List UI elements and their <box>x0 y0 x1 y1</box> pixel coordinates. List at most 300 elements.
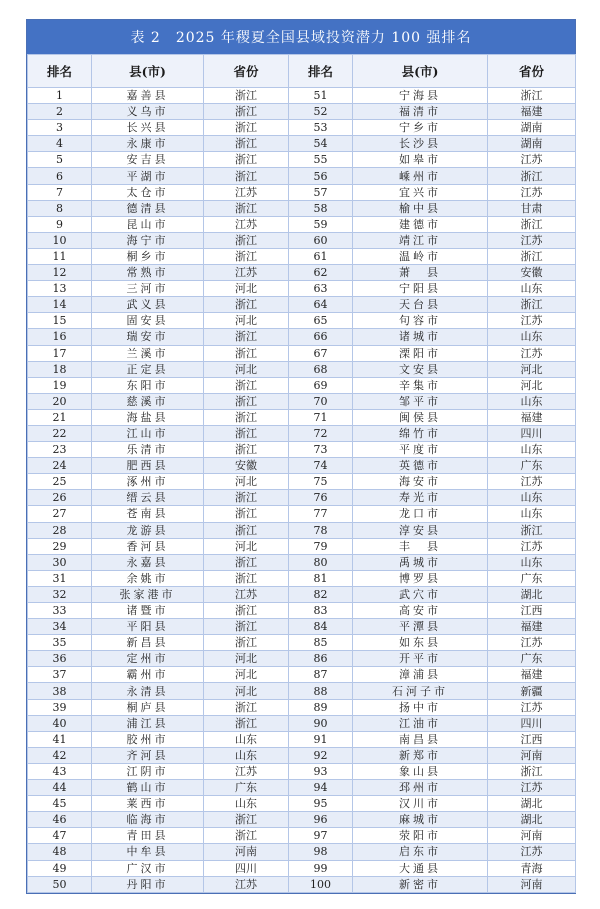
table-row <box>28 313 576 329</box>
rank-cell: 68 <box>289 361 353 377</box>
table-row <box>28 635 576 651</box>
rank-cell: 46 <box>28 812 92 828</box>
county-cell: 长兴县 <box>92 120 204 136</box>
county-cell: 海安市 <box>353 474 488 490</box>
province-cell: 江苏 <box>488 152 576 168</box>
province-cell: 广东 <box>488 651 576 667</box>
county-cell: 麻城市 <box>353 812 488 828</box>
rank-cell: 12 <box>28 265 92 281</box>
county-cell: 正定县 <box>92 361 204 377</box>
rank-cell: 43 <box>28 763 92 779</box>
rank-cell: 35 <box>28 635 92 651</box>
province-cell: 河北 <box>204 651 289 667</box>
county-cell: 海宁市 <box>92 232 204 248</box>
province-cell: 新疆 <box>488 683 576 699</box>
table-row <box>28 345 576 361</box>
rank-cell: 1 <box>28 88 92 104</box>
rank-cell: 61 <box>289 248 353 264</box>
header-province-right: 省份 <box>488 55 576 88</box>
rank-cell: 100 <box>289 876 353 892</box>
rank-cell: 64 <box>289 297 353 313</box>
province-cell: 河北 <box>488 361 576 377</box>
county-cell: 兰溪市 <box>92 345 204 361</box>
province-cell: 浙江 <box>204 232 289 248</box>
rank-cell: 27 <box>28 506 92 522</box>
rank-cell: 67 <box>289 345 353 361</box>
county-cell: 新昌县 <box>92 635 204 651</box>
county-cell: 博罗县 <box>353 570 488 586</box>
county-cell: 如皋市 <box>353 152 488 168</box>
rank-cell: 32 <box>28 586 92 602</box>
table-row <box>28 699 576 715</box>
table-row <box>28 715 576 731</box>
province-cell: 江苏 <box>488 538 576 554</box>
rank-cell: 44 <box>28 780 92 796</box>
rank-cell: 5 <box>28 152 92 168</box>
county-cell: 三河市 <box>92 281 204 297</box>
rank-cell: 65 <box>289 313 353 329</box>
ranking-table-container <box>26 19 576 894</box>
county-cell: 长沙县 <box>353 136 488 152</box>
province-cell: 浙江 <box>204 699 289 715</box>
county-cell: 鹤山市 <box>92 780 204 796</box>
county-cell: 桐庐县 <box>92 699 204 715</box>
county-cell: 丰 县 <box>353 538 488 554</box>
rank-cell: 8 <box>28 200 92 216</box>
province-cell: 河北 <box>204 313 289 329</box>
rank-cell: 45 <box>28 796 92 812</box>
rank-cell: 99 <box>289 860 353 876</box>
rank-cell: 24 <box>28 458 92 474</box>
county-cell: 寿光市 <box>353 490 488 506</box>
county-cell: 荥阳市 <box>353 828 488 844</box>
county-cell: 新郑市 <box>353 747 488 763</box>
county-cell: 闽侯县 <box>353 409 488 425</box>
county-cell: 宜兴市 <box>353 184 488 200</box>
province-cell: 湖南 <box>488 136 576 152</box>
county-cell: 瑞安市 <box>92 329 204 345</box>
rank-cell: 10 <box>28 232 92 248</box>
province-cell: 山东 <box>488 281 576 297</box>
table-row <box>28 554 576 570</box>
province-cell: 浙江 <box>488 88 576 104</box>
rank-cell: 18 <box>28 361 92 377</box>
province-cell: 江苏 <box>488 345 576 361</box>
rank-cell: 97 <box>289 828 353 844</box>
table-row <box>28 796 576 812</box>
county-cell: 昆山市 <box>92 216 204 232</box>
county-cell: 江阴市 <box>92 763 204 779</box>
county-cell: 东阳市 <box>92 377 204 393</box>
table-row <box>28 538 576 554</box>
rank-cell: 40 <box>28 715 92 731</box>
province-cell: 山东 <box>488 329 576 345</box>
province-cell: 山东 <box>204 796 289 812</box>
province-cell: 福建 <box>488 667 576 683</box>
rank-cell: 63 <box>289 281 353 297</box>
province-cell: 浙江 <box>204 442 289 458</box>
province-cell: 江苏 <box>488 232 576 248</box>
province-cell: 福建 <box>488 409 576 425</box>
province-cell: 河南 <box>204 844 289 860</box>
province-cell: 四川 <box>488 715 576 731</box>
county-cell: 定州市 <box>92 651 204 667</box>
county-cell: 象山县 <box>353 763 488 779</box>
table-row <box>28 667 576 683</box>
province-cell: 山东 <box>488 554 576 570</box>
table-row <box>28 683 576 699</box>
rank-cell: 80 <box>289 554 353 570</box>
rank-cell: 76 <box>289 490 353 506</box>
table-row <box>28 248 576 264</box>
rank-cell: 21 <box>28 409 92 425</box>
rank-cell: 49 <box>28 860 92 876</box>
province-cell: 江苏 <box>488 844 576 860</box>
table-row <box>28 570 576 586</box>
rank-cell: 19 <box>28 377 92 393</box>
province-cell: 浙江 <box>204 345 289 361</box>
header-rank-left: 排名 <box>28 55 92 88</box>
rank-cell: 29 <box>28 538 92 554</box>
province-cell: 浙江 <box>204 490 289 506</box>
province-cell: 浙江 <box>204 120 289 136</box>
county-cell: 临海市 <box>92 812 204 828</box>
table-row <box>28 200 576 216</box>
county-cell: 淳安县 <box>353 522 488 538</box>
province-cell: 甘肃 <box>488 200 576 216</box>
county-cell: 南昌县 <box>353 731 488 747</box>
rank-cell: 90 <box>289 715 353 731</box>
rank-cell: 62 <box>289 265 353 281</box>
county-cell: 丹阳市 <box>92 876 204 892</box>
rank-cell: 66 <box>289 329 353 345</box>
province-cell: 浙江 <box>204 425 289 441</box>
rank-cell: 81 <box>289 570 353 586</box>
table-title: 表 2 2025 年稷夏全国县域投资潜力 100 强排名 <box>27 20 575 54</box>
county-cell: 开平市 <box>353 651 488 667</box>
table-row <box>28 812 576 828</box>
province-cell: 山东 <box>488 393 576 409</box>
province-cell: 河北 <box>204 683 289 699</box>
province-cell: 山东 <box>204 747 289 763</box>
county-cell: 德清县 <box>92 200 204 216</box>
rank-cell: 58 <box>289 200 353 216</box>
county-cell: 平潭县 <box>353 619 488 635</box>
rank-cell: 54 <box>289 136 353 152</box>
table-row <box>28 828 576 844</box>
province-cell: 浙江 <box>204 506 289 522</box>
province-cell: 浙江 <box>488 248 576 264</box>
county-cell: 句容市 <box>353 313 488 329</box>
province-cell: 河北 <box>204 281 289 297</box>
province-cell: 浙江 <box>204 136 289 152</box>
county-cell: 启东市 <box>353 844 488 860</box>
header-row <box>28 55 576 88</box>
county-cell: 平阳县 <box>92 619 204 635</box>
county-cell: 高安市 <box>353 603 488 619</box>
province-cell: 浙江 <box>204 88 289 104</box>
county-cell: 广汉市 <box>92 860 204 876</box>
county-cell: 胶州市 <box>92 731 204 747</box>
rank-cell: 70 <box>289 393 353 409</box>
rank-cell: 55 <box>289 152 353 168</box>
rank-cell: 2 <box>28 104 92 120</box>
rank-cell: 16 <box>28 329 92 345</box>
table-row <box>28 651 576 667</box>
county-cell: 龙口市 <box>353 506 488 522</box>
county-cell: 江油市 <box>353 715 488 731</box>
county-cell: 涿州市 <box>92 474 204 490</box>
county-cell: 绵竹市 <box>353 425 488 441</box>
rank-cell: 14 <box>28 297 92 313</box>
county-cell: 嵊州市 <box>353 168 488 184</box>
table-row <box>28 731 576 747</box>
province-cell: 四川 <box>204 860 289 876</box>
table-row <box>28 281 576 297</box>
province-cell: 河北 <box>204 474 289 490</box>
county-cell: 霸州市 <box>92 667 204 683</box>
province-cell: 浙江 <box>204 554 289 570</box>
province-cell: 江苏 <box>488 635 576 651</box>
county-cell: 扬中市 <box>353 699 488 715</box>
rank-cell: 87 <box>289 667 353 683</box>
province-cell: 浙江 <box>204 828 289 844</box>
county-cell: 乐清市 <box>92 442 204 458</box>
county-cell: 齐河县 <box>92 747 204 763</box>
rank-cell: 86 <box>289 651 353 667</box>
province-cell: 浙江 <box>488 763 576 779</box>
table-row <box>28 168 576 184</box>
rank-cell: 94 <box>289 780 353 796</box>
province-cell: 浙江 <box>204 152 289 168</box>
rank-cell: 73 <box>289 442 353 458</box>
table-row <box>28 780 576 796</box>
rank-cell: 25 <box>28 474 92 490</box>
province-cell: 福建 <box>488 104 576 120</box>
county-cell: 辛集市 <box>353 377 488 393</box>
county-cell: 永清县 <box>92 683 204 699</box>
table-row <box>28 506 576 522</box>
county-cell: 浦江县 <box>92 715 204 731</box>
table-body <box>28 88 576 893</box>
province-cell: 江西 <box>488 603 576 619</box>
rank-cell: 53 <box>289 120 353 136</box>
county-cell: 平湖市 <box>92 168 204 184</box>
province-cell: 江西 <box>488 731 576 747</box>
county-cell: 靖江市 <box>353 232 488 248</box>
county-cell: 英德市 <box>353 458 488 474</box>
province-cell: 浙江 <box>488 216 576 232</box>
county-cell: 张家港市 <box>92 586 204 602</box>
table-row <box>28 361 576 377</box>
province-cell: 广东 <box>204 780 289 796</box>
county-cell: 宁乡市 <box>353 120 488 136</box>
rank-cell: 52 <box>289 104 353 120</box>
county-cell: 如东县 <box>353 635 488 651</box>
province-cell: 江苏 <box>204 763 289 779</box>
rank-cell: 7 <box>28 184 92 200</box>
header-province-left: 省份 <box>204 55 289 88</box>
province-cell: 浙江 <box>204 297 289 313</box>
county-cell: 固安县 <box>92 313 204 329</box>
rank-cell: 89 <box>289 699 353 715</box>
province-cell: 江苏 <box>204 265 289 281</box>
province-cell: 浙江 <box>204 248 289 264</box>
rank-cell: 28 <box>28 522 92 538</box>
province-cell: 安徽 <box>488 265 576 281</box>
table-row <box>28 120 576 136</box>
table-row <box>28 393 576 409</box>
county-cell: 溧阳市 <box>353 345 488 361</box>
county-cell: 武穴市 <box>353 586 488 602</box>
rank-cell: 96 <box>289 812 353 828</box>
province-cell: 河南 <box>488 747 576 763</box>
rank-cell: 48 <box>28 844 92 860</box>
province-cell: 江苏 <box>488 699 576 715</box>
county-cell: 太仓市 <box>92 184 204 200</box>
province-cell: 湖北 <box>488 586 576 602</box>
province-cell: 浙江 <box>204 329 289 345</box>
county-cell: 漳浦县 <box>353 667 488 683</box>
rank-cell: 93 <box>289 763 353 779</box>
province-cell: 浙江 <box>204 635 289 651</box>
table-row <box>28 265 576 281</box>
table-row <box>28 458 576 474</box>
county-cell: 建德市 <box>353 216 488 232</box>
province-cell: 青海 <box>488 860 576 876</box>
province-cell: 江苏 <box>204 184 289 200</box>
rank-cell: 41 <box>28 731 92 747</box>
table-row <box>28 522 576 538</box>
province-cell: 山东 <box>488 490 576 506</box>
header-county-left: 县(市) <box>92 55 204 88</box>
rank-cell: 6 <box>28 168 92 184</box>
table-row <box>28 490 576 506</box>
table-row <box>28 152 576 168</box>
rank-cell: 84 <box>289 619 353 635</box>
county-cell: 禹城市 <box>353 554 488 570</box>
province-cell: 浙江 <box>204 619 289 635</box>
county-cell: 诸暨市 <box>92 603 204 619</box>
rank-cell: 56 <box>289 168 353 184</box>
rank-cell: 38 <box>28 683 92 699</box>
province-cell: 浙江 <box>204 570 289 586</box>
rank-cell: 51 <box>289 88 353 104</box>
table-row <box>28 844 576 860</box>
province-cell: 河北 <box>204 667 289 683</box>
rank-cell: 30 <box>28 554 92 570</box>
table-row <box>28 232 576 248</box>
county-cell: 中牟县 <box>92 844 204 860</box>
province-cell: 四川 <box>488 425 576 441</box>
province-cell: 浙江 <box>204 715 289 731</box>
county-cell: 邹平市 <box>353 393 488 409</box>
table-row <box>28 474 576 490</box>
county-cell: 缙云县 <box>92 490 204 506</box>
table-row <box>28 104 576 120</box>
province-cell: 山东 <box>488 442 576 458</box>
county-cell: 文安县 <box>353 361 488 377</box>
rank-cell: 9 <box>28 216 92 232</box>
table-row <box>28 184 576 200</box>
province-cell: 浙江 <box>204 377 289 393</box>
province-cell: 江苏 <box>204 586 289 602</box>
rank-cell: 79 <box>289 538 353 554</box>
header-rank-right: 排名 <box>289 55 353 88</box>
county-cell: 义乌市 <box>92 104 204 120</box>
table-row <box>28 860 576 876</box>
header-county-right: 县(市) <box>353 55 488 88</box>
rank-cell: 57 <box>289 184 353 200</box>
rank-cell: 37 <box>28 667 92 683</box>
county-cell: 武义县 <box>92 297 204 313</box>
county-cell: 宁阳县 <box>353 281 488 297</box>
table-row <box>28 88 576 104</box>
province-cell: 江苏 <box>488 780 576 796</box>
table-row <box>28 619 576 635</box>
rank-cell: 42 <box>28 747 92 763</box>
rank-cell: 75 <box>289 474 353 490</box>
province-cell: 浙江 <box>204 812 289 828</box>
county-cell: 江山市 <box>92 425 204 441</box>
rank-cell: 4 <box>28 136 92 152</box>
county-cell: 温岭市 <box>353 248 488 264</box>
table-row <box>28 297 576 313</box>
province-cell: 河北 <box>204 361 289 377</box>
rank-cell: 85 <box>289 635 353 651</box>
county-cell: 海盐县 <box>92 409 204 425</box>
county-cell: 莱西市 <box>92 796 204 812</box>
table-row <box>28 425 576 441</box>
rank-cell: 11 <box>28 248 92 264</box>
province-cell: 浙江 <box>488 522 576 538</box>
table-row <box>28 136 576 152</box>
province-cell: 江苏 <box>204 216 289 232</box>
county-cell: 余姚市 <box>92 570 204 586</box>
table-row <box>28 603 576 619</box>
county-cell: 龙游县 <box>92 522 204 538</box>
county-cell: 青田县 <box>92 828 204 844</box>
province-cell: 江苏 <box>488 313 576 329</box>
rank-cell: 60 <box>289 232 353 248</box>
rank-cell: 47 <box>28 828 92 844</box>
province-cell: 浙江 <box>204 200 289 216</box>
ranking-table <box>27 54 576 893</box>
rank-cell: 77 <box>289 506 353 522</box>
province-cell: 浙江 <box>204 603 289 619</box>
rank-cell: 92 <box>289 747 353 763</box>
province-cell: 福建 <box>488 619 576 635</box>
rank-cell: 26 <box>28 490 92 506</box>
county-cell: 大通县 <box>353 860 488 876</box>
county-cell: 新密市 <box>353 876 488 892</box>
province-cell: 河北 <box>488 377 576 393</box>
county-cell: 萧 县 <box>353 265 488 281</box>
rank-cell: 23 <box>28 442 92 458</box>
table-row <box>28 442 576 458</box>
rank-cell: 78 <box>289 522 353 538</box>
rank-cell: 31 <box>28 570 92 586</box>
county-cell: 永嘉县 <box>92 554 204 570</box>
table-row <box>28 377 576 393</box>
province-cell: 广东 <box>488 458 576 474</box>
rank-cell: 17 <box>28 345 92 361</box>
rank-cell: 72 <box>289 425 353 441</box>
province-cell: 河南 <box>488 876 576 892</box>
rank-cell: 71 <box>289 409 353 425</box>
rank-cell: 3 <box>28 120 92 136</box>
province-cell: 湖北 <box>488 812 576 828</box>
